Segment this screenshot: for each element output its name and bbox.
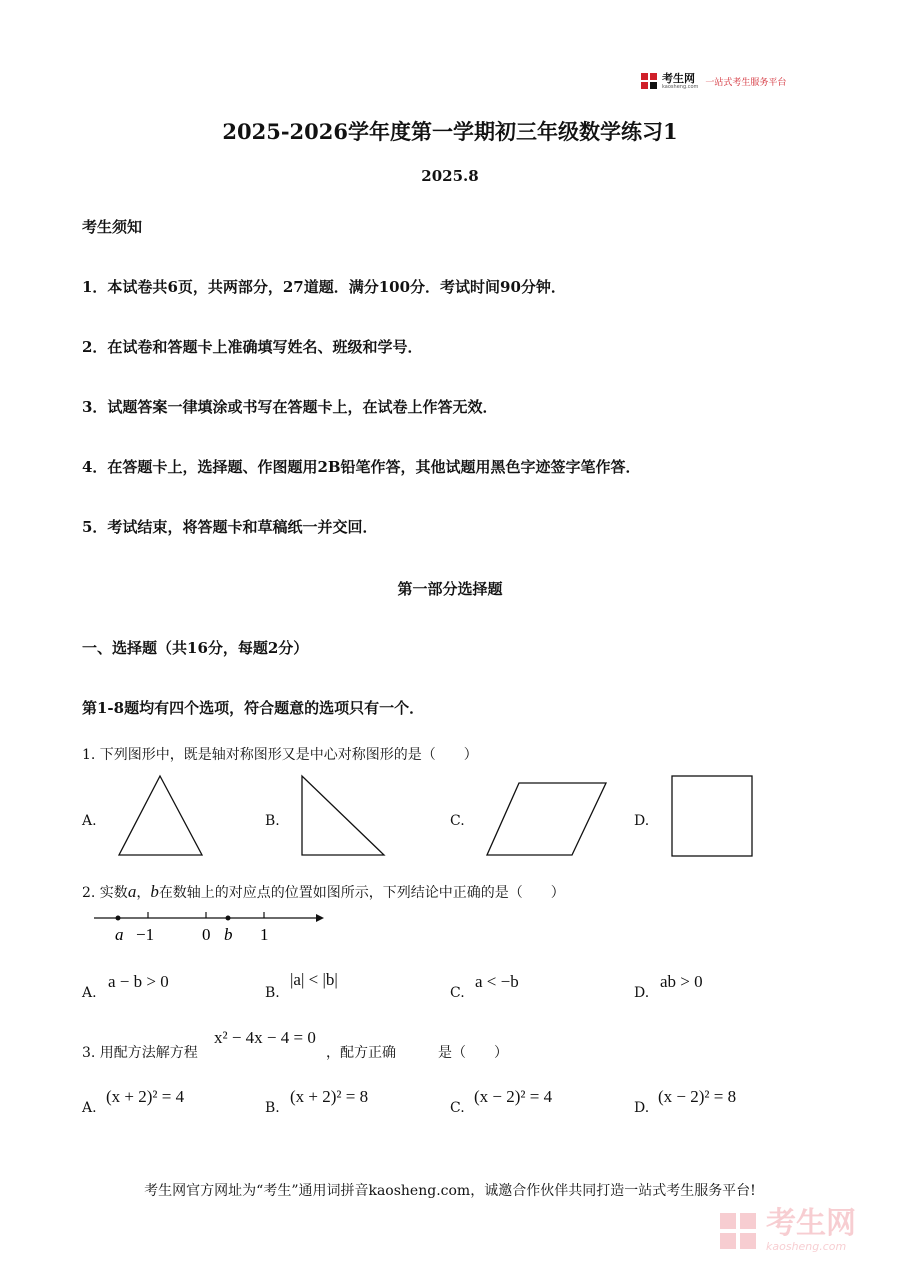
watermark bbox=[718, 1208, 856, 1253]
q2-option-c-expr: a < −b bbox=[475, 972, 519, 991]
numberline-label-a: a bbox=[115, 925, 124, 944]
triangle-icon bbox=[116, 772, 206, 860]
q2-option-a-expr: a − b > 0 bbox=[108, 972, 169, 991]
kaosheng-logo-icon bbox=[640, 72, 658, 90]
page-title: 2025-2026学年度第一学期初三年级数学练习1 bbox=[222, 119, 678, 144]
header-logo bbox=[640, 72, 786, 90]
notice-item: 2．在试卷和答题卡上准确填写姓名、班级和学号． bbox=[82, 338, 423, 356]
question-1-stem: 1. 下列图形中，既是轴对称图形又是中心对称图形的是（ ） bbox=[82, 747, 478, 763]
logo-brand: 考生网 bbox=[662, 71, 695, 85]
q3-option-a-label: A. bbox=[82, 1100, 97, 1116]
square-icon bbox=[670, 774, 756, 860]
q2-option-d-expr: ab > 0 bbox=[660, 972, 703, 991]
q2-option-d-label: D. bbox=[634, 985, 650, 1001]
section-title: 一、选择题（共16分，每题2分） bbox=[82, 639, 309, 657]
notice-heading: 考生须知 bbox=[82, 218, 143, 236]
q2-option-a-label: A. bbox=[82, 985, 97, 1001]
q2-option-b-expr: |a| < |b| bbox=[290, 970, 338, 989]
logo-slogan: 一站式考生服务平台 bbox=[705, 77, 787, 88]
q1-option-c-label: C. bbox=[450, 813, 465, 829]
q3-option-b-label: B. bbox=[265, 1100, 280, 1116]
logo-domain: kaosheng.com bbox=[662, 83, 699, 90]
notice-item: 5．考试结束，将答题卡和草稿纸一并交回． bbox=[82, 518, 378, 536]
notice-item: 1．本试卷共6页，共两部分，27道题．满分100分．考试时间90分钟． bbox=[82, 278, 566, 296]
question-3-stem-suffix: ，配方正确 是（ ） bbox=[326, 1045, 508, 1061]
notice-item: 4．在答题卡上，选择题、作图题用2B铅笔作答，其他试题用黑色字迹签字笔作答． bbox=[82, 458, 641, 476]
watermark-text: 考生网 bbox=[766, 1206, 856, 1241]
q3-option-a-expr: (x + 2)² = 4 bbox=[106, 1087, 185, 1106]
numberline-label-one: 1 bbox=[260, 925, 269, 944]
section-note: 第1-8题均有四个选项，符合题意的选项只有一个． bbox=[82, 699, 425, 717]
numberline-label-minus-one: −1 bbox=[136, 925, 155, 944]
q2-option-b-label: B. bbox=[265, 985, 280, 1001]
numberline-label-b: b bbox=[224, 925, 233, 944]
q3-option-c-label: C. bbox=[450, 1100, 465, 1116]
question-3-equation: x² − 4x − 4 = 0 bbox=[214, 1028, 316, 1047]
watermark-logo-icon bbox=[718, 1211, 758, 1251]
watermark-domain: kaosheng.com bbox=[766, 1240, 847, 1253]
numberline-label-zero: 0 bbox=[202, 925, 211, 944]
q3-option-c-expr: (x − 2)² = 4 bbox=[474, 1087, 553, 1106]
q1-option-d-label: D. bbox=[634, 813, 650, 829]
footer-text: 考生网官方网址为“考生”通用词拼音kaosheng.com，诚邀合作伙伴共同打造一站式考生服务平台! bbox=[144, 1183, 756, 1199]
q1-option-b-label: B. bbox=[265, 813, 280, 829]
question-3-stem-prefix: 3. 用配方法解方程 bbox=[82, 1045, 198, 1061]
q3-option-b-expr: (x + 2)² = 8 bbox=[290, 1087, 369, 1106]
part-title: 第一部分选择题 bbox=[397, 580, 503, 598]
right-triangle-icon bbox=[298, 772, 388, 860]
notice-item: 3．试题答案一律填涂或书写在答题卡上，在试卷上作答无效． bbox=[82, 398, 498, 416]
q1-option-a-label: A. bbox=[82, 813, 97, 829]
question-2-stem: 2. 实数a，b在数轴上的对应点的位置如图所示，下列结论中正确的是（ ） bbox=[82, 882, 565, 901]
q2-option-c-label: C. bbox=[450, 985, 465, 1001]
number-line bbox=[90, 906, 330, 948]
q3-option-d-expr: (x − 2)² = 8 bbox=[658, 1087, 737, 1106]
q3-option-d-label: D. bbox=[634, 1100, 650, 1116]
parallelogram-icon bbox=[484, 780, 610, 860]
exam-date: 2025.8 bbox=[421, 167, 479, 185]
